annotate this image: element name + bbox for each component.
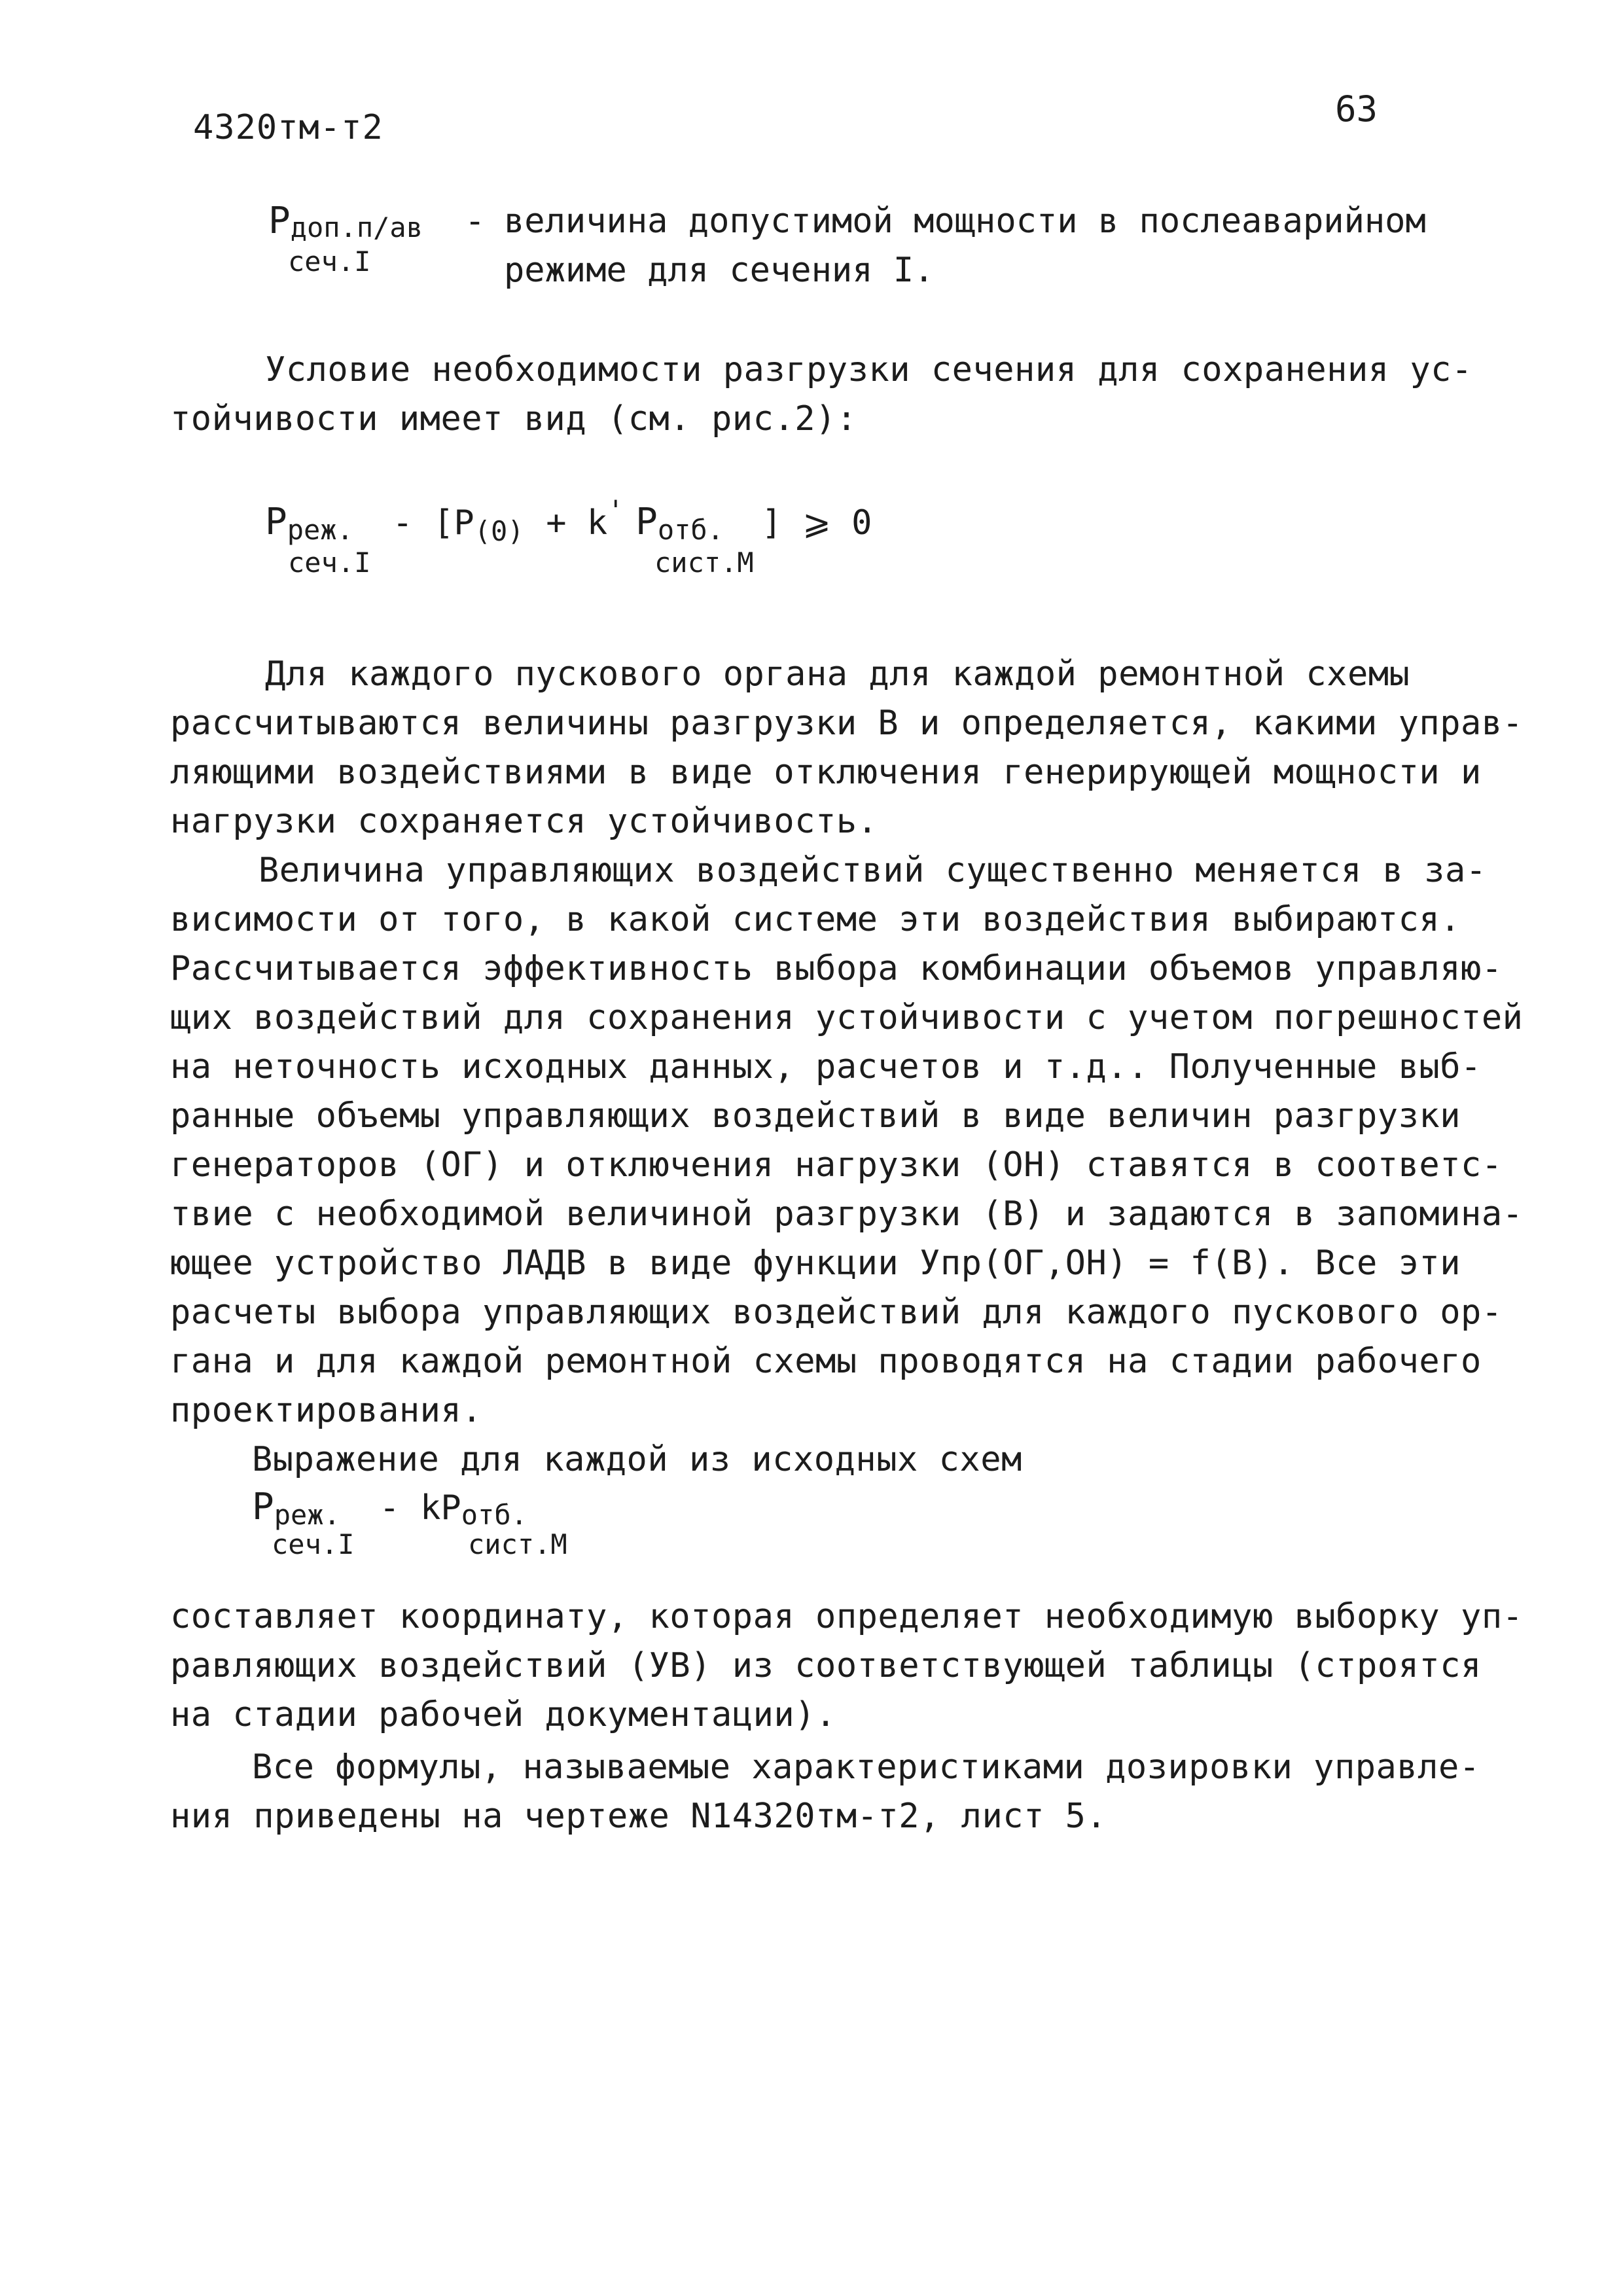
definition-text-line2: режиме для сечения I. [504,251,935,290]
para3-line9: ющее устройство ЛАДВ в виде функции Упр(ОГ,ОН) = f(В). Все эти [170,1244,1461,1283]
para3-line7: генераторов (ОГ) и отключения нагрузки (ОН) ставятся в соответс- [170,1145,1503,1185]
definition-text-line1: величина допустимой мощности в послеаварийном [504,202,1426,241]
para1-line2: тойчивости имеет вид (см. рис.2): [170,399,857,439]
para3-line12: проектирования. [170,1391,483,1430]
para3-line5: на неточность исходных данных, расчетов и т.д.. Полученные выб- [170,1047,1482,1086]
para3-line2: висимости от того, в какой системе эти воздействия выбираются. [170,900,1461,939]
definition-dash: - [465,202,486,241]
para1-line1: Условие необходимости разгрузки сечения для сохранения ус- [265,350,1472,389]
para4-intro: Выражение для каждой из исходных схем [252,1440,1022,1479]
formula1-index-sist: сист.М [654,547,754,579]
para3-line10: расчеты выбора управляющих воздействий для каждого пускового ор- [170,1293,1503,1332]
para5-line1: Все формулы, называемые характеристиками дозировки управле- [252,1748,1480,1787]
formula2-index-sist: сист.М [468,1528,567,1560]
para3-line1: Величина управляющих воздействий существенно меняется в за- [259,851,1487,890]
formula1-index-sech: сеч.I [288,547,371,579]
para4-line3: на стадии рабочей документации). [170,1695,836,1734]
para5-line2: ния приведены на чертеже N14320тм-т2, лист 5. [170,1797,1107,1836]
para3-line8: твие с необходимой величиной разгрузки (В) и задаются в запомина- [170,1194,1524,1234]
formula1: Рреж. - [P(0) + k' Pотб. ] ⩾ 0 [265,494,872,547]
document-code: 4320тм-т2 [193,108,383,147]
para2-line2: рассчитываются величины разгрузки В и определяется, какими управ- [170,704,1524,743]
para2-line3: ляющими воздействиями в виде отключения генерирующей мощности и [170,753,1482,792]
para3-line4: щих воздействий для сохранения устойчивости с учетом погрешностей [170,998,1524,1037]
para3-line6: ранные объемы управляющих воздействий в виде величин разгрузки [170,1096,1461,1136]
formula2-index-sech: сеч.I [272,1528,355,1560]
page-number: 63 [1335,88,1378,130]
definition-symbol-index: сеч.I [288,245,371,278]
formula2: Рреж. - kPотб. [252,1486,527,1531]
para3-line11: гана и для каждой ремонтной схемы проводятся на стадии рабочего [170,1342,1482,1381]
definition-symbol: Рдоп.п/ав [268,200,423,243]
para4-line2: равляющих воздействий (УВ) из соответствующей таблицы (строятся [170,1646,1482,1685]
para2-line4: нагрузки сохраняется устойчивость. [170,802,878,841]
para3-line3: Рассчитывается эффективность выбора комбинации объемов управляю- [170,949,1503,988]
para4-line1: составляет координату, которая определяет необходимую выборку уп- [170,1597,1524,1636]
para2-line1: Для каждого пускового органа для каждой ремонтной схемы [265,655,1410,694]
